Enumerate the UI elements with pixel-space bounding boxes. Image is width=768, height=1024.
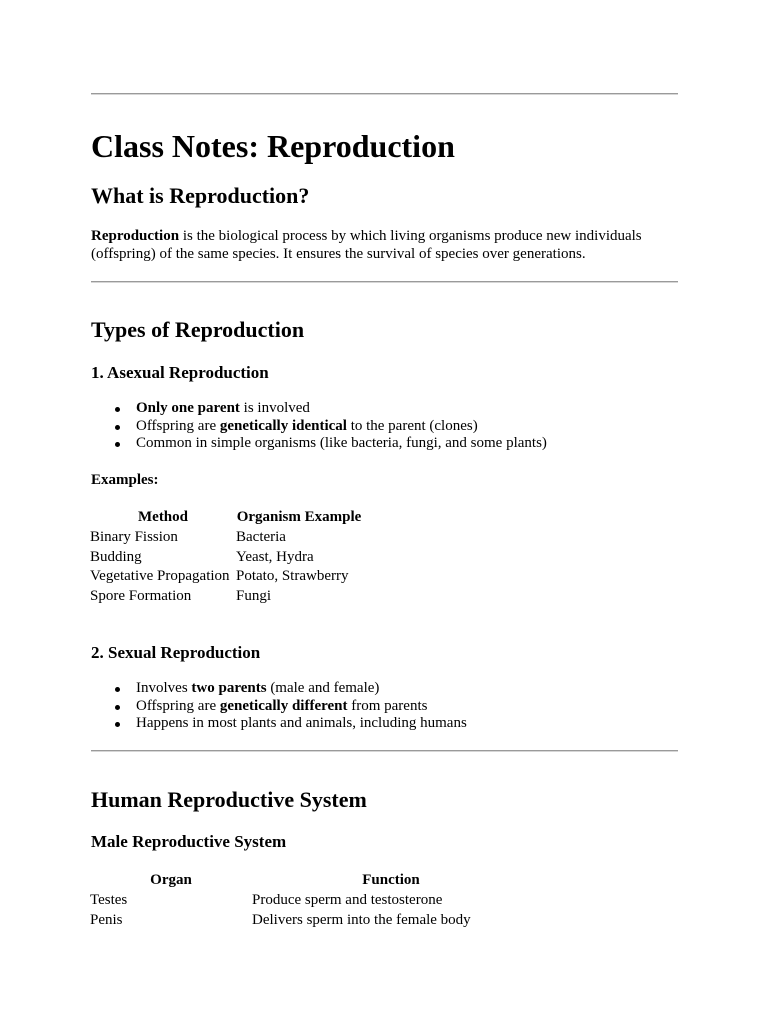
sexual-bullet-list — [91, 680, 467, 733]
table-cell: Bacteria — [236, 529, 286, 545]
list-item: Common in simple organisms (like bacteria, fungi, and some plants) — [91, 435, 547, 453]
table-row — [90, 587, 362, 607]
list-item: Offspring are genetically different from parents — [91, 698, 467, 716]
asexual-examples-table — [90, 508, 362, 607]
table-header-organ: Organ — [150, 872, 192, 888]
table-cell: Delivers sperm into the female body — [252, 911, 471, 928]
heading-what-is-reproduction: What is Reproduction? — [91, 183, 310, 208]
table-row — [90, 548, 362, 568]
asexual-bullet-list — [91, 400, 547, 453]
table-header-function: Function — [362, 872, 420, 888]
divider-1 — [91, 281, 678, 283]
table-row — [90, 891, 530, 911]
table-cell: Vegetative Propagation — [90, 568, 230, 585]
table-cell: Budding — [90, 548, 142, 565]
table-cell: Potato, Strawberry — [236, 568, 349, 585]
bullet-icon — [115, 722, 120, 727]
table-cell: Spore Formation — [90, 588, 192, 605]
list-item: Involves two parents (male and female) — [91, 680, 467, 698]
table-cell: Testes — [90, 892, 128, 908]
divider-top — [91, 93, 678, 95]
definition-paragraph — [91, 227, 678, 263]
table-header-organism: Organism Example — [236, 509, 362, 525]
divider-2 — [91, 750, 678, 752]
table-cell: Fungi — [236, 588, 272, 605]
table-header-method: Method — [138, 509, 188, 525]
bullet-icon — [115, 442, 120, 447]
bullet-icon — [115, 687, 120, 692]
heading-human-reproductive-system: Human Reproductive System — [91, 787, 367, 812]
list-item: Only one parent is involved — [91, 400, 547, 418]
bullet-icon — [115, 407, 120, 412]
table-cell: Yeast, Hydra — [236, 548, 314, 565]
table-cell: Produce sperm and testosterone — [252, 892, 443, 908]
definition-term: Reproduction — [91, 228, 180, 244]
table-cell: Penis — [90, 911, 123, 928]
table-row — [90, 528, 362, 548]
list-item: Happens in most plants and animals, including humans — [91, 715, 467, 733]
list-item: Offspring are genetically identical to the parent (clones) — [91, 418, 547, 436]
heading-asexual-reproduction: 1. Asexual Reproduction — [91, 363, 269, 382]
heading-types-of-reproduction: Types of Reproduction — [91, 317, 305, 342]
page-title: Class Notes: Reproduction — [91, 128, 455, 164]
male-organs-table — [90, 871, 530, 930]
table-cell: Binary Fission — [90, 529, 178, 545]
bullet-icon — [115, 705, 120, 710]
examples-label: Examples: — [91, 472, 159, 488]
definition-text: is the biological process by which living organisms produce new individuals (offspring) of the same species. It ensures the survival of species over generations. — [91, 228, 642, 262]
heading-male-reproductive-system: Male Reproductive System — [91, 832, 287, 851]
table-row — [90, 567, 362, 587]
bullet-icon — [115, 425, 120, 430]
table-row — [90, 911, 530, 931]
heading-sexual-reproduction: 2. Sexual Reproduction — [91, 643, 261, 662]
